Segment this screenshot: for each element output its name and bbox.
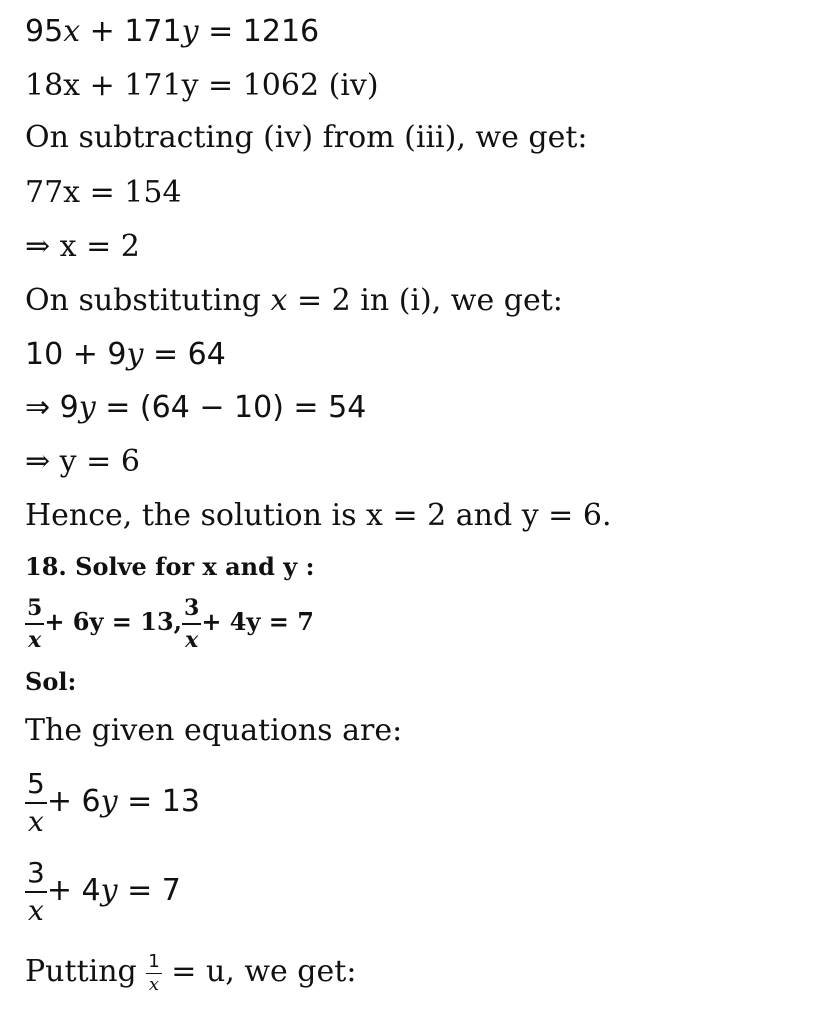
l6-mid: = 2 in (i), we get:: [287, 283, 563, 318]
l6-pre: On substituting: [25, 283, 271, 318]
question-title: 18. Solve for x and y :: [25, 552, 315, 581]
eq1-mid: + 171: [89, 14, 182, 49]
eq1-coef: 95: [25, 14, 64, 49]
given-equation-b: $\frac{3}{x}$ + 4y = 7: [27, 855, 181, 927]
l8-b: = (64 − 10) = 54: [95, 390, 367, 425]
putting-line: [25, 944, 356, 1000]
equation-line-9: ⇒ y = 6: [25, 444, 140, 479]
text-line-6: [25, 283, 563, 319]
fraction-3-over-x: $\frac{3}{x}$: [27, 855, 45, 927]
l7-a: 10 + 9: [25, 337, 127, 372]
question-equations: [25, 592, 314, 652]
fraction-5-over-x: $\frac{5}{x}$: [27, 766, 45, 838]
eqA-rhs: = 13: [117, 784, 200, 819]
putting-pre: Putting: [25, 954, 147, 989]
var-x: x: [270, 283, 288, 318]
equation-line-8: [25, 390, 366, 426]
given-text: The given equations are:: [25, 713, 403, 748]
var-y: y: [78, 390, 96, 425]
l7-b: = 64: [143, 337, 226, 372]
eqA-rest: + 6: [46, 784, 101, 819]
fraction-5-over-x: $\frac{5}{x}$: [27, 594, 43, 653]
given-equation-a: $\frac{5}{x}$ + 6y = 13: [27, 766, 200, 838]
text-line-3: On subtracting (iv) from (iii), we get:: [25, 120, 588, 155]
eqB-rhs: = 7: [117, 873, 181, 908]
var-x: x: [63, 14, 81, 49]
equation-line-5: ⇒ x = 2: [25, 229, 140, 264]
eqB-rest: + 4: [46, 873, 101, 908]
sol-label: Sol:: [25, 667, 77, 696]
equation-line-2: 18x + 171y = 1062 (iv): [25, 68, 379, 103]
fraction-1-over-x: $\frac{1}{x}$: [148, 950, 160, 995]
putting-post: = u, we get:: [161, 954, 357, 989]
q-eq2-rest: + 4y = 7: [201, 607, 314, 636]
equation-line-1: [25, 14, 319, 50]
q-eq1-rest: + 6y = 13,: [44, 607, 182, 636]
conclusion-line: Hence, the solution is x = 2 and y = 6.: [25, 498, 612, 533]
var-y: y: [181, 14, 199, 49]
var-y: y: [126, 337, 144, 372]
equation-line-7: [25, 337, 226, 373]
equation-line-4: 77x = 154: [25, 175, 182, 210]
l8-a: ⇒ 9: [25, 390, 79, 425]
document-page: [25, 0, 822, 1024]
fraction-3-over-x: $\frac{3}{x}$: [184, 594, 200, 653]
eq1-rhs: = 1216: [208, 14, 320, 49]
